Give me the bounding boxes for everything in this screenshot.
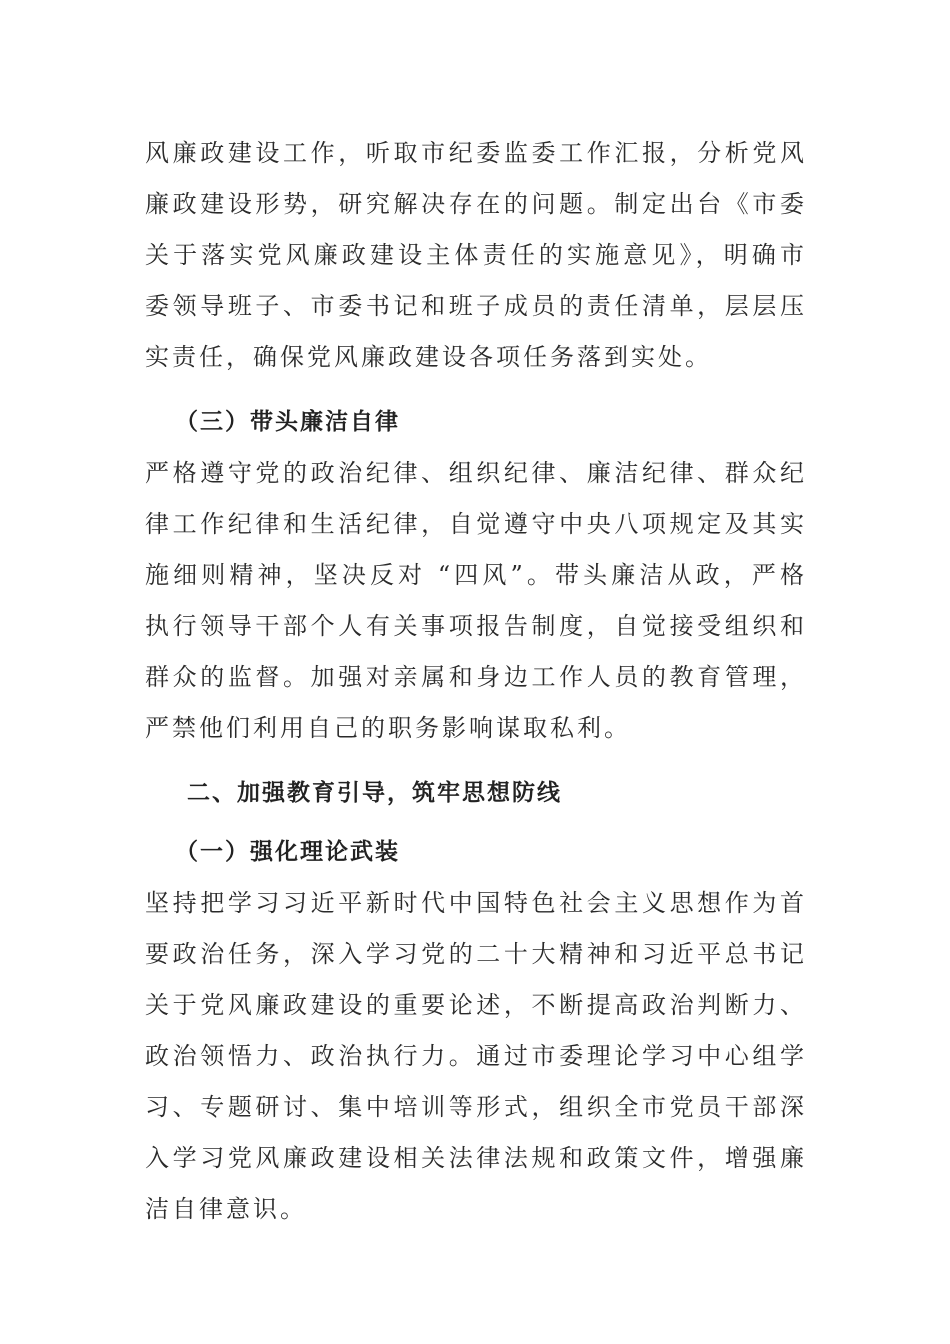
body-paragraph-2: 严格遵守党的政治纪律、组织纪律、廉洁纪律、群众纪律工作纪律和生活纪律，自觉遵守中央八项规定及其实施细则精神，坚决反对 “四风”。带头廉洁从政，严格执行领导干部个人有关事项报告制度，自觉接受组织和群众的监督。加强对亲属和身边工作人员的教育管理，严禁他们利用自己的职务影响谋取私利。 <box>145 459 807 742</box>
subheading-1: （一）强化理论武装 <box>175 839 400 865</box>
subheading-3: （三）带头廉洁自律 <box>175 409 400 435</box>
paragraph-spacer <box>145 819 807 827</box>
document-body <box>145 128 807 1235</box>
paragraph-spacer <box>145 754 807 768</box>
body-paragraph-1: 风廉政建设工作，听取市纪委监委工作汇报，分析党风廉政建设形势，研究解决存在的问题。制定出台《市委关于落实党风廉政建设主体责任的实施意见》，明确市委领导班子、市委书记和班子成员的责任清单，层层压实责任，确保党风廉政建设各项任务落到实处。 <box>145 139 807 371</box>
paragraph-spacer <box>145 383 807 397</box>
body-paragraph-3: 坚持把学习习近平新时代中国特色社会主义思想作为首要政治任务，深入学习党的二十大精神和习近平总书记关于党风廉政建设的重要论述，不断提高政治判断力、政治领悟力、政治执行力。通过市委理论学习中心组学习、专题研讨、集中培训等形式，组织全市党员干部深入学习党风廉政建设相关法律法规和政策文件，增强廉洁自律意识。 <box>145 889 807 1223</box>
section-heading-2: 二、加强教育引导，筑牢思想防线 <box>187 780 562 806</box>
